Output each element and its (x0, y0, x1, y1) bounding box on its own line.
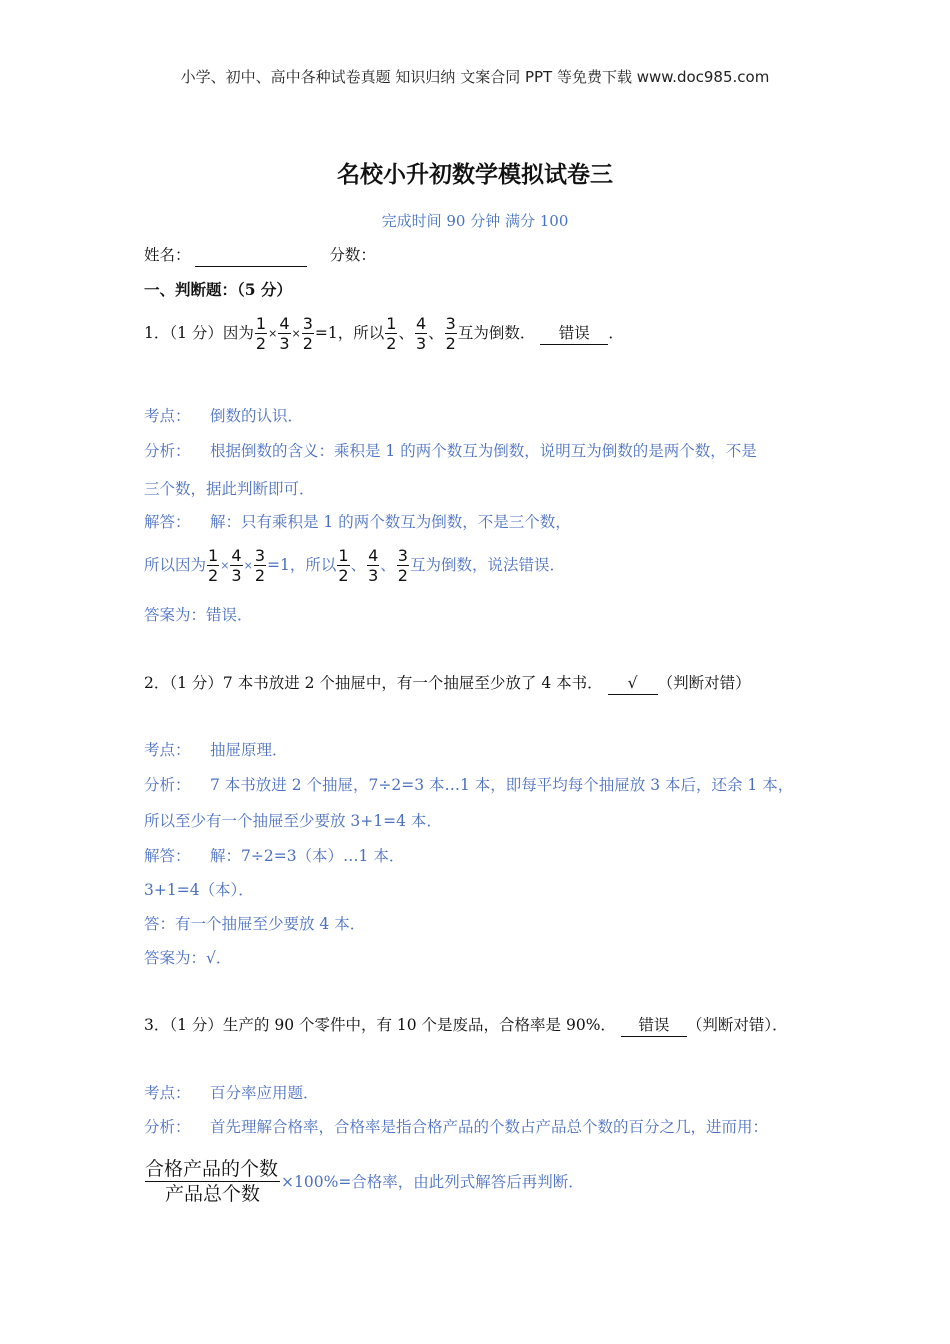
q1-kaodian: 考点： 倒数的认识． (144, 407, 304, 425)
fraction-1-2: $\frac{1}{2}$ (255, 314, 267, 353)
fraction-1-2: $\frac{1}{2}$ (386, 314, 397, 353)
q1-fenxi-cont: 三个数，据此判断即可． (144, 480, 315, 498)
q2-kaodian: 考点： 抽屉原理． (144, 741, 288, 759)
fraction-4-3: $\frac{4}{3}$ (415, 314, 427, 353)
exam-subtitle: 完成时间 90 分钟 满分 100 (381, 212, 569, 230)
q1-suffix: 互为倒数． (457, 324, 536, 342)
student-info-row (144, 244, 376, 267)
fraction-3-2: $\frac{3}{2}$ (302, 314, 313, 353)
fraction-1-2: $\frac{1}{2}$ (338, 546, 349, 585)
q1-jieda-cont: 所以因为 $\frac{1}{2}$ × $\frac{4}{3}$ × $\frac{3}{2}$ =1，所以 $\frac{1}{2}$ 、 $\frac{4}{3}$ 、 $\frac{3}{2}$ 互为倒数，说法错误． (144, 546, 565, 585)
question-2: 2．（1 分）7 本书放进 2 个抽屉中，有一个抽屉至少放了 4 本书． √ （判断对错） (144, 672, 751, 695)
score-label: 分数： (329, 246, 376, 264)
q2-fenxi: 分析： 7 本书放进 2 个抽屉，7÷2=3 本…1 本，即每平均每个抽屉放 3 本后，还余 1 本， (144, 776, 794, 794)
name-label: 姓名： (144, 246, 191, 264)
q1-equals: =1，所以 (314, 324, 385, 342)
q2-fenxi-cont: 所以至少有一个抽屉至少要放 3+1=4 本． (144, 812, 442, 830)
q3-fenxi: 分析： 首先理解合格率，合格率是指合格产品的个数占产品总个数的百分之几，进而用： (144, 1118, 769, 1136)
question-3: 3．（1 分）生产的 90 个零件中，有 10 个是废品，合格率是 90%． 错误 （判断对错）． (144, 1014, 788, 1037)
name-blank[interactable] (195, 244, 307, 267)
separator: 、 (428, 324, 444, 342)
q1-jieda: 解答： 解：只有乘积是 1 的两个数互为倒数，不是三个数， (144, 513, 571, 531)
q1-answer-blank[interactable]: 错误 (540, 322, 608, 345)
q3-kaodian: 考点： 百分率应用题． (144, 1084, 319, 1102)
fraction-1-2: $\frac{1}{2}$ (208, 546, 219, 585)
times-sign: × (268, 327, 278, 340)
q3-answer-blank[interactable]: 错误 (621, 1014, 687, 1037)
section-heading: 一、判断题：（5 分） (144, 280, 292, 299)
q1-prefix: 1．（1 分）因为 (144, 324, 254, 342)
q2-jieda-2: 3+1=4（本）． (144, 881, 254, 899)
page-header: 小学、初中、高中各种试卷真题 知识归纳 文案合同 PPT 等免费下载 www.doc985.com (180, 68, 770, 86)
q2-jieda: 解答： 解：7÷2=3（本）…1 本． (144, 847, 405, 865)
separator: 、 (398, 324, 414, 342)
qualified-rate-fraction: $\frac{\text{合格产品的个数}}{\text{产品总个数}}$ (145, 1158, 279, 1205)
q2-daan: 答案为：√． (144, 949, 232, 967)
question-1: 1．（1 分）因为 $\frac{1}{2}$ × $\frac{4}{3}$ × $\frac{3}{2}$ =1，所以 $\frac{1}{2}$ 、 $\frac{4}{3}$ 、 $\frac{3}{2}$ 互为倒数． 错误 ． (144, 314, 624, 353)
fraction-3-2: $\frac{3}{2}$ (397, 546, 408, 585)
q2-answer-blank[interactable]: √ (608, 672, 658, 695)
q3-formula: $\frac{\text{合格产品的个数}}{\text{产品总个数}}$ ×100%=合格率，由此列式解答后再判断． (145, 1158, 584, 1205)
fraction-4-3: $\frac{4}{3}$ (368, 546, 379, 585)
q2-jieda-3: 答：有一个抽屉至少要放 4 本． (144, 915, 366, 933)
q1-fenxi: 分析： 根据倒数的含义：乘积是 1 的两个数互为倒数，说明互为倒数的是两个数，不是 (144, 442, 757, 460)
fraction-3-2: $\frac{3}{2}$ (254, 546, 266, 585)
fraction-3-2: $\frac{3}{2}$ (445, 314, 456, 353)
fraction-4-3: $\frac{4}{3}$ (279, 314, 290, 353)
page-title: 名校小升初数学模拟试卷三 (337, 162, 613, 188)
fraction-4-3: $\frac{4}{3}$ (231, 546, 242, 585)
times-sign: × (291, 327, 301, 340)
q1-daan: 答案为：错误． (144, 606, 253, 624)
